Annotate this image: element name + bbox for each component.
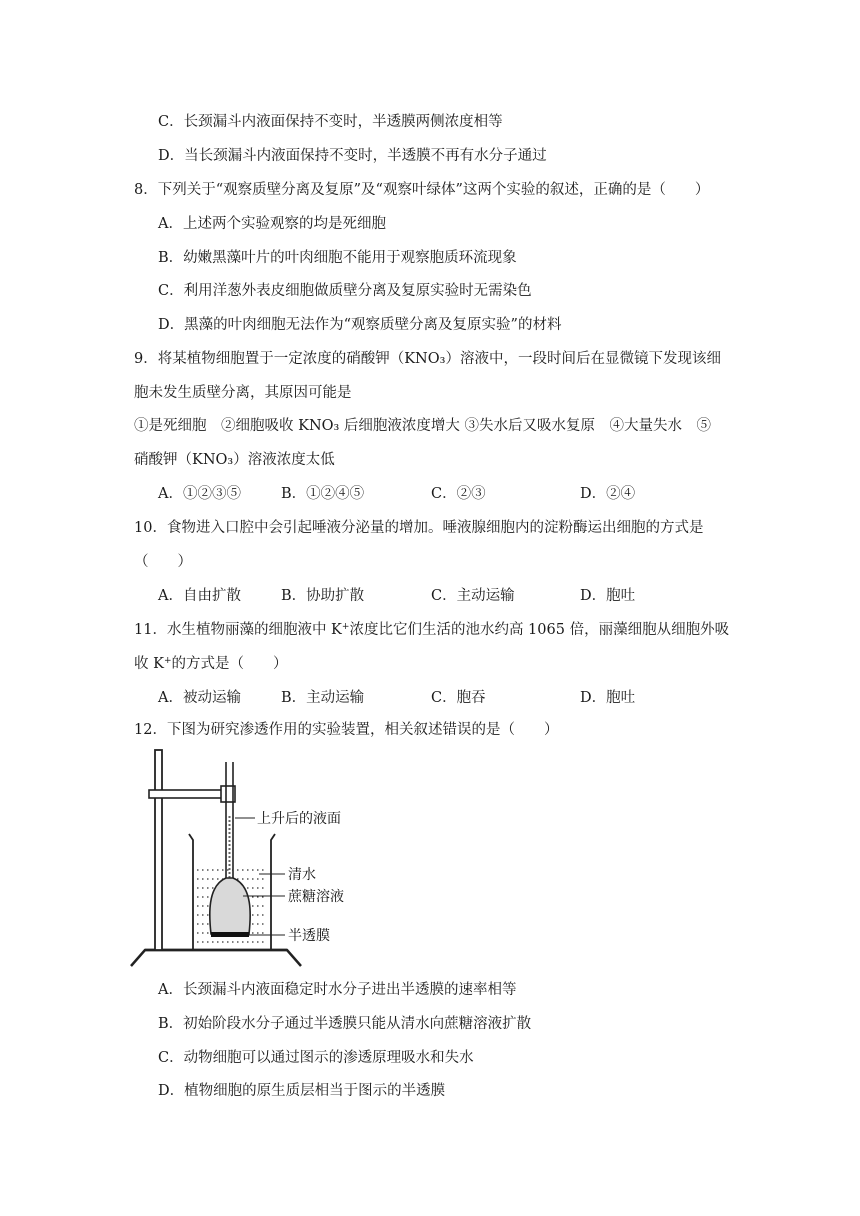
q9-option-a: A．①②③⑤ xyxy=(158,486,241,502)
q10-option-d: D．胞吐 xyxy=(580,588,636,604)
q11-option-c: C．胞吞 xyxy=(431,690,486,706)
q8-option-c: C．利用洋葱外表皮细胞做质壁分离及复原实验时无需染色 xyxy=(158,283,532,299)
q8-stem: 8．下列关于“观察质壁分离及复原”及“观察叶绿体”这两个实验的叙述，正确的是（ ） xyxy=(134,182,710,198)
q10-option-c: C．主动运输 xyxy=(431,588,515,604)
q11-stem-line1-post: 浓度比它们生活的池水约高 1065 倍，丽藻细胞从细胞外吸 xyxy=(349,622,730,638)
label-sucrose: 蔗糖溶液 xyxy=(288,889,344,905)
q9-option-b: B．①②④⑤ xyxy=(281,486,365,502)
q9-stem-line1: 9．将某植物细胞置于一定浓度的硝酸钾（KNO₃）溶液中，一段时间后在显微镜下发现该细 xyxy=(134,351,721,367)
q12-stem: 12．下图为研究渗透作用的实验装置，相关叙述错误的是（ ） xyxy=(134,722,559,738)
clamp-arm xyxy=(149,790,231,798)
q11-stem-line2-pre: 收 K xyxy=(134,656,164,672)
q8-option-d: D．黑藻的叶肉细胞无法作为“观察质壁分离及复原实验”的材料 xyxy=(158,317,562,333)
q11-stem-line2 xyxy=(134,654,288,676)
q8-option-a: A．上述两个实验观察的均是死细胞 xyxy=(158,216,386,232)
q9-items-line2: 硝酸钾（KNO₃）溶液浓度太低 xyxy=(134,452,335,468)
q9-option-d: D．②④ xyxy=(580,486,636,502)
q11-stem-line2-post: 的方式是（ ） xyxy=(171,656,288,672)
q12-option-c: C．动物细胞可以通过图示的渗透原理吸水和失水 xyxy=(158,1050,474,1066)
stand-base xyxy=(131,950,301,966)
osmosis-apparatus-figure xyxy=(125,746,370,971)
stand-pole xyxy=(155,750,162,950)
q12-option-d: D．植物细胞的原生质层相当于图示的半透膜 xyxy=(158,1083,446,1099)
q11-option-d: D．胞吐 xyxy=(580,690,636,706)
q10-option-a: A．自由扩散 xyxy=(158,588,241,604)
label-membrane: 半透膜 xyxy=(288,928,330,944)
q11-stem-line1-pre: 11．水生植物丽藻的细胞液中 K xyxy=(134,622,342,638)
funnel-bulb xyxy=(210,878,250,934)
q12-option-a: A．长颈漏斗内液面稳定时水分子进出半透膜的速率相等 xyxy=(158,982,517,998)
q9-items-line1: ①是死细胞 ②细胞吸收 KNO₃ 后细胞液浓度增大 ③失水后又吸水复原 ④大量失水 ⑤ xyxy=(134,418,712,434)
q9-option-c: C．②③ xyxy=(431,486,486,502)
q8-option-b: B．幼嫩黑藻叶片的叶肉细胞不能用于观察胞质环流现象 xyxy=(158,250,517,266)
k-plus-superscript: + xyxy=(341,622,350,632)
q10-option-b: B．协助扩散 xyxy=(281,588,365,604)
label-raised-level: 上升后的液面 xyxy=(257,811,341,827)
q11-option-a: A．被动运输 xyxy=(158,690,241,706)
q9-stem-line2: 胞未发生质壁分离，其原因可能是 xyxy=(134,385,352,401)
q12-option-b: B．初始阶段水分子通过半透膜只能从清水向蔗糖溶液扩散 xyxy=(158,1016,532,1032)
q11-option-b: B．主动运输 xyxy=(281,690,365,706)
semipermeable-membrane xyxy=(211,932,249,937)
k-plus-superscript: + xyxy=(163,656,172,666)
q10-stem-line2: （ ） xyxy=(134,554,192,570)
q7-option-d: D．当长颈漏斗内液面保持不变时，半透膜不再有水分子通过 xyxy=(158,148,547,164)
q11-stem-line1 xyxy=(134,620,729,642)
q10-stem-line1: 10．食物进入口腔中会引起唾液分泌量的增加。唾液腺细胞内的淀粉酶运出细胞的方式是 xyxy=(134,520,704,536)
label-water: 清水 xyxy=(288,867,316,883)
q7-option-c: C．长颈漏斗内液面保持不变时，半透膜两侧浓度相等 xyxy=(158,114,503,130)
